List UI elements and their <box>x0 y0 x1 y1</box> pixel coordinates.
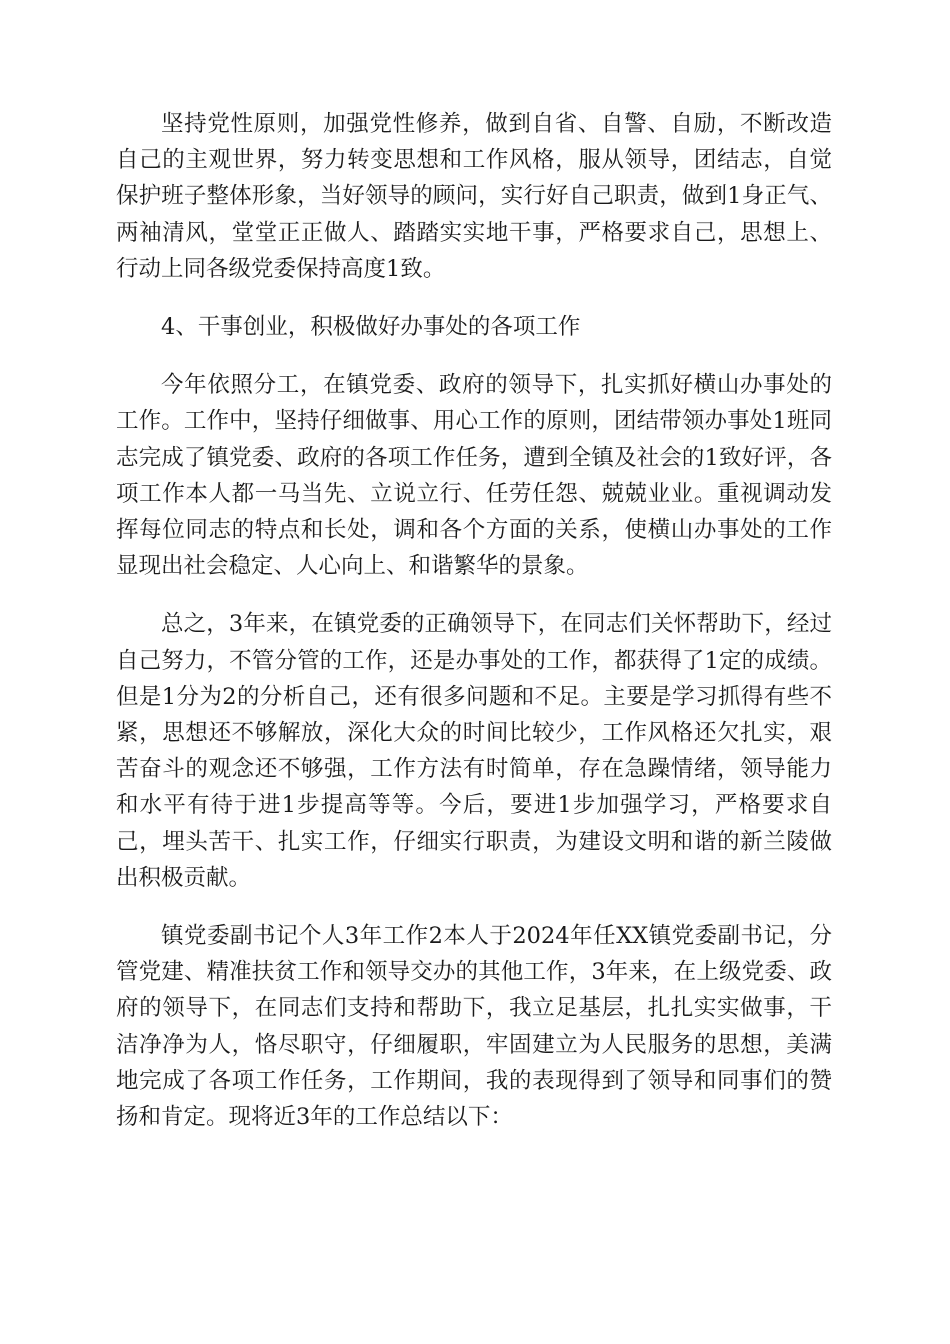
section-heading-4: 4、干事创业，积极做好办事处的各项工作 <box>161 314 581 341</box>
paragraph-summary: 总之，3年来，在镇党委的正确领导下，在同志们关怀帮助下，经过自己努力，不管分管的工作，还是办事处的工作，都获得了1定的成绩。但是1分为2的分析自己，还有很多问题和不足。主要是学习抓得有些不紧，思想还不够解放，深化大众的时间比较少，工作风格还欠扎实，艰苦奋斗的观念还不够强，工作方法有时简单，存在急躁情绪，领导能力和水平有待于进1步提高等等。今后，要进1步加强学习，严格要求自己，埋头苦干、扎实工作，仔细实行职责，为建设文明和谐的新兰陵做出积极贡献。 <box>116 611 832 891</box>
document-body <box>116 106 832 1157</box>
paragraph-office-work: 今年依照分工，在镇党委、政府的领导下，扎实抓好横山办事处的工作。工作中，坚持仔细做事、用心工作的原则，团结带领办事处1班同志完成了镇党委、政府的各项工作任务，遭到全镇及社会的1致好评，各项工作本人都一马当先、立说立行、任劳任怨、兢兢业业。重视调动发挥每位同志的特点和长处，调和各个方面的关系，使横山办事处的工作显现出社会稳定、人心向上、和谐繁华的景象。 <box>116 372 832 580</box>
paragraph-deputy-secretary-intro: 镇党委副书记个人3年工作2本人于2024年任XX镇党委副书记，分管党建、精准扶贫工作和领导交办的其他工作，3年来，在上级党委、政府的领导下，在同志们支持和帮助下，我立足基层，扎扎实实做事，干洁净净为人，恪尽职守，仔细履职，牢固建立为人民服务的思想，美满地完成了各项工作任务，工作期间，我的表现得到了领导和同事们的赞扬和肯定。现将近3年的工作总结以下： <box>116 923 832 1131</box>
paragraph-party-principles: 坚持党性原则，加强党性修养，做到自省、自警、自励，不断改造自己的主观世界，努力转变思想和工作风格，服从领导，团结志，自觉保护班子整体形象，当好领导的顾问，实行好自己职责，做到1身正气、两袖清风，堂堂正正做人、踏踏实实地干事，严格要求自己，思想上、行动上同各级党委保持高度1致。 <box>116 111 832 282</box>
